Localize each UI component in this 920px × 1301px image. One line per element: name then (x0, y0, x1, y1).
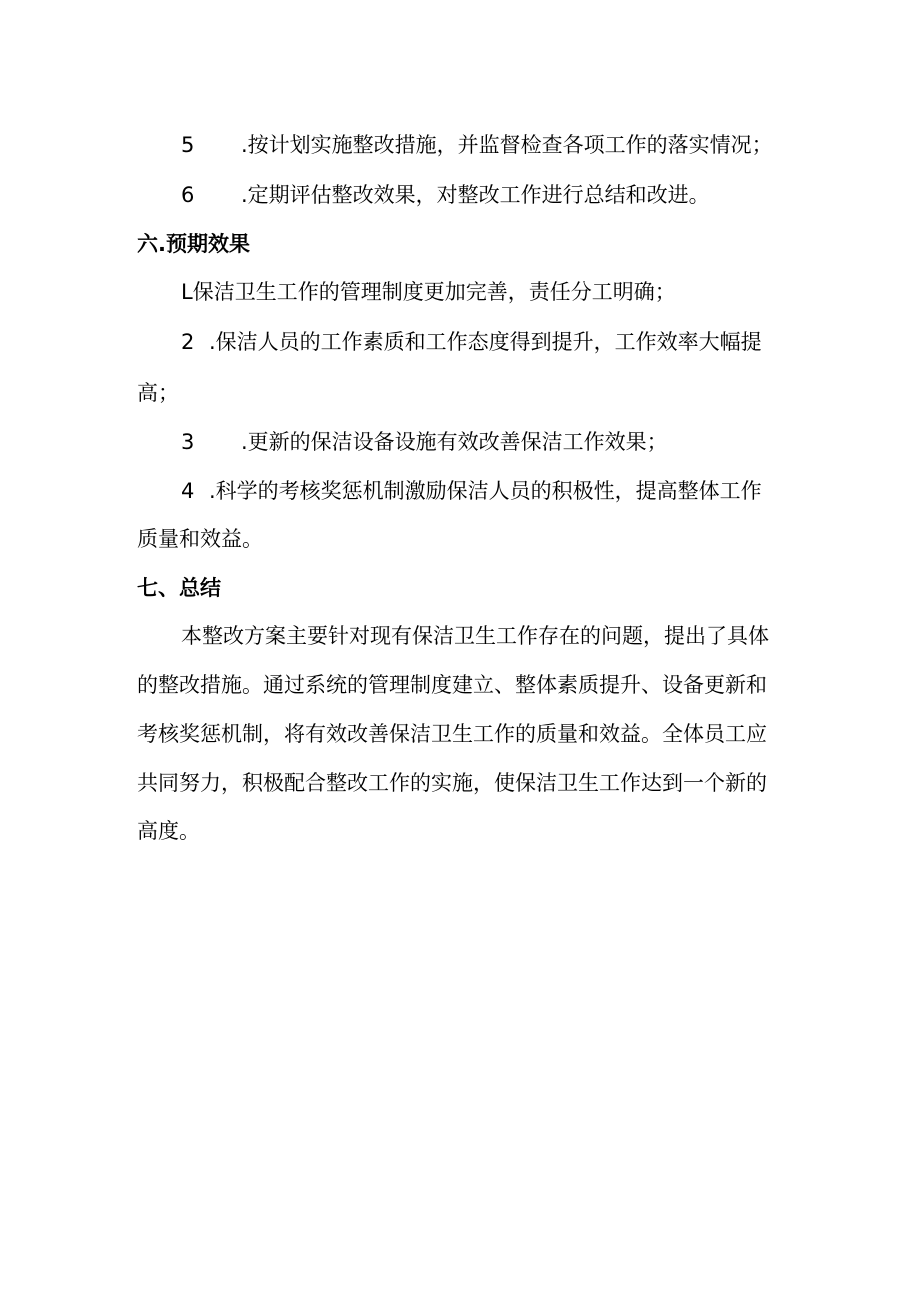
list-item (181, 476, 762, 506)
list-item (181, 427, 668, 457)
list-item: L保洁卫生工作的管理制度更加完善，责任分工明确； (181, 280, 676, 304)
item-text: .科学的考核奖惩机制激励保洁人员的积极性，提高整体工作 (209, 479, 762, 503)
section-heading: 七、总结 (137, 576, 221, 600)
paragraph-line: 共同努力，积极配合整改工作的实施，使保洁卫生工作达到一个新的 (137, 771, 767, 795)
item-number: 3 (181, 430, 195, 454)
list-item (181, 327, 762, 357)
paragraph-line: 质量和效益。 (137, 527, 263, 551)
list-item (181, 130, 773, 160)
paragraph-line: 的整改措施。通过系统的管理制度建立、整体素质提升、设备更新和 (137, 673, 767, 697)
paragraph-line: 高； (137, 381, 179, 405)
item-number: 2 (181, 330, 195, 354)
list-item (181, 180, 710, 210)
paragraph-line: 考核奖惩机制，将有效改善保洁卫生工作的质量和效益。全体员工应 (137, 722, 767, 746)
item-text: .按计划实施整改措施，并监督检查各项工作的落实情况； (241, 133, 773, 157)
section-heading: 六.预期效果 (137, 232, 250, 256)
item-number: 5 (181, 133, 195, 157)
item-text: .定期评估整改效果，对整改工作进行总结和改进。 (241, 183, 710, 207)
item-text: .保洁人员的工作素质和工作态度得到提升，工作效率大幅提 (209, 330, 762, 354)
item-text: .更新的保洁设备设施有效改善保洁工作效果； (241, 430, 668, 454)
paragraph-line: 高度。 (137, 819, 200, 843)
item-number: 4 (181, 479, 195, 503)
paragraph-line: 本整改方案主要针对现有保洁卫生工作存在的问题，提出了具体 (181, 624, 769, 648)
item-number: 6 (181, 183, 195, 207)
